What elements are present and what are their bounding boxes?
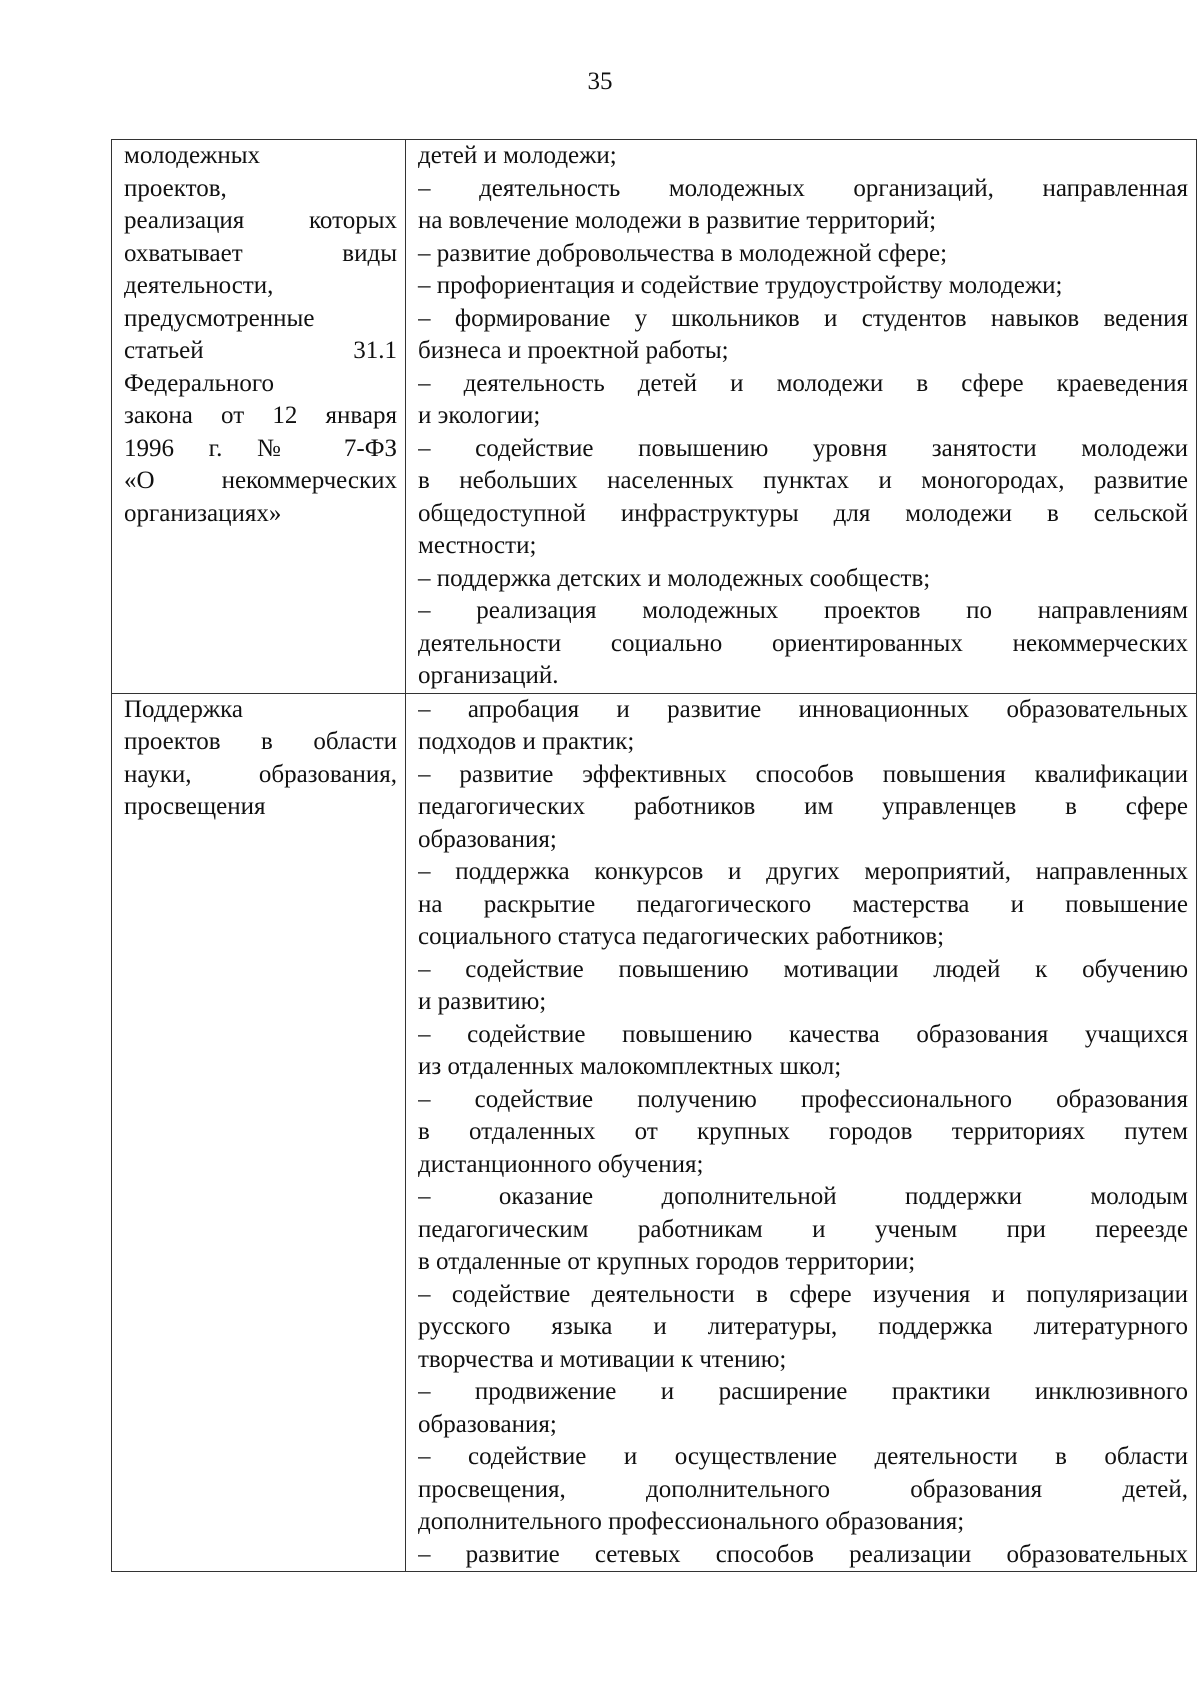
- text-line: дополнительного профессионального образования;: [418, 1508, 965, 1535]
- text-line: бизнеса и проектной работы;: [418, 337, 729, 364]
- text-line: статьей 31.1: [124, 337, 397, 364]
- text-line: – оказание дополнительной поддержки молодым: [418, 1183, 1188, 1210]
- text-line: на вовлечение молодежи в развитие территорий;: [418, 207, 937, 234]
- text-line: в отдаленные от крупных городов территории;: [418, 1248, 916, 1275]
- text-line: организациях»: [124, 499, 282, 527]
- text-line: – формирование у школьников и студентов навыков ведения: [418, 304, 1188, 332]
- text-line: деятельности социально ориентированных некоммерческих: [418, 629, 1188, 657]
- text-line: закона от 12 января: [124, 402, 397, 429]
- text-line: образования;: [418, 825, 557, 853]
- text-line: – деятельность детей и молодежи в сфере краеведения: [418, 369, 1188, 397]
- text-line: – содействие деятельности в сфере изучения и популяризации: [418, 1280, 1188, 1308]
- text-line: науки, образования,: [124, 760, 397, 788]
- text-line: и развитию;: [418, 988, 547, 1015]
- text-line: – продвижение и расширение практики инклюзивного: [418, 1378, 1188, 1405]
- category-cell: [112, 693, 406, 1572]
- text-line: дистанционного обучения;: [418, 1150, 704, 1178]
- text-line: – развитие эффективных способов повышения квалификации: [418, 760, 1188, 788]
- text-line: – апробация и развитие инновационных образовательных: [418, 695, 1188, 723]
- description-cell: [406, 693, 1197, 1572]
- text-line: реализация которых: [124, 207, 397, 234]
- text-line: – содействие и осуществление деятельности в области: [418, 1443, 1188, 1470]
- text-line: подходов и практик;: [418, 728, 635, 755]
- text-line: творчества и мотивации к чтению;: [418, 1345, 787, 1373]
- text-line: 1996 г. № 7-ФЗ: [124, 434, 397, 462]
- text-line: предусмотренные: [124, 304, 315, 332]
- text-line: проектов в области: [124, 728, 397, 755]
- text-line: детей и молодежи;: [418, 142, 617, 169]
- text-line: просвещения, дополнительного образования детей,: [418, 1475, 1188, 1503]
- text-line: – реализация молодежных проектов по направлениям: [418, 597, 1188, 624]
- text-line: Поддержка: [124, 695, 244, 723]
- text-line: просвещения: [124, 793, 266, 820]
- text-line: педагогических работников им управленцев в сфере: [418, 793, 1188, 820]
- text-line: – развитие добровольчества в молодежной сфере;: [418, 239, 948, 267]
- text-line: – развитие сетевых способов реализации образовательных: [418, 1540, 1188, 1568]
- text-line: – деятельность молодежных организаций, направленная: [418, 174, 1188, 202]
- text-line: педагогическим работникам и ученым при переезде: [418, 1215, 1188, 1243]
- text-line: общедоступной инфраструктуры для молодежи в сельской: [418, 499, 1188, 527]
- text-line: деятельности,: [124, 272, 274, 299]
- text-line: молодежных: [124, 142, 261, 169]
- text-line: Федерального: [124, 369, 275, 397]
- text-line: проектов,: [124, 174, 227, 202]
- text-line: «О некоммерческих: [124, 467, 397, 494]
- table-row: [112, 693, 1197, 1572]
- text-line: организаций.: [418, 662, 559, 689]
- text-line: – содействие повышению уровня занятости молодежи: [418, 434, 1188, 462]
- text-line: – поддержка конкурсов и других мероприятий, направленных: [418, 858, 1188, 885]
- text-line: образования;: [418, 1410, 557, 1438]
- text-line: в небольших населенных пунктах и моногородах, развитие: [418, 467, 1188, 494]
- table-row: [112, 140, 1197, 694]
- text-line: – содействие получению профессионального образования: [418, 1085, 1188, 1113]
- text-line: из отдаленных малокомплектных школ;: [418, 1053, 842, 1080]
- text-line: – поддержка детских и молодежных сообществ;: [418, 564, 931, 592]
- text-line: на раскрытие педагогического мастерства и повышение: [418, 890, 1188, 918]
- text-line: в отдаленных от крупных городов территориях путем: [418, 1118, 1188, 1145]
- text-line: – содействие повышению качества образования учащихся: [418, 1020, 1188, 1048]
- text-line: социального статуса педагогических работников;: [418, 923, 945, 950]
- text-line: и экологии;: [418, 402, 541, 429]
- text-line: русского языка и литературы, поддержка литературного: [418, 1313, 1188, 1340]
- category-cell: [112, 140, 406, 694]
- document-table: [111, 139, 1197, 1572]
- text-line: – профориентация и содействие трудоустройству молодежи;: [418, 272, 1063, 299]
- page-number: 35: [587, 68, 613, 95]
- description-cell: [406, 140, 1197, 694]
- text-line: местности;: [418, 532, 537, 559]
- text-line: – содействие повышению мотивации людей к обучению: [418, 955, 1188, 983]
- text-line: охватывает виды: [124, 239, 397, 267]
